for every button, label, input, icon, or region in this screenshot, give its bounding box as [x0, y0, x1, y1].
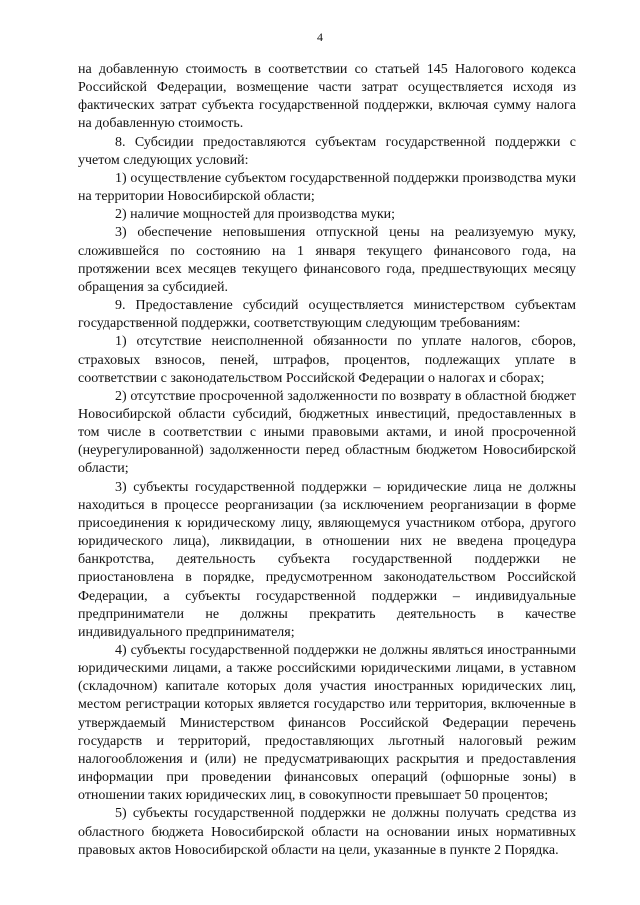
- paragraph-requirement-4: 4) субъекты государственной поддержки не должны являться иностранными юридическими лицами, а также российскими юридическими лицами, в уставном (складочном) капитале которых доля участия иностранных юридических лиц, местом регистрации которых является государство или территория, включенные в утверждаемый Министерством финансов Российской Федерации перечень государств и территорий, предоставляющих льготный налоговый режим налогообложения и (или) не предусматривающих раскрытия и предоставления информации при проведении финансовых операций (офшорные зоны) в отношении таких юридических лиц, в совокупности превышает 50 процентов;: [78, 643, 576, 804]
- paragraph-condition-3: 3) обеспечение неповышения отпускной цены на реализуемую муку, сложившейся по состоянию на 1 января текущего финансового года, на протяжении всех месяцев текущего финансового года, предшествующих месяцу обращения за субсидией.: [78, 225, 576, 295]
- paragraph-condition-2: 2) наличие мощностей для производства муки;: [115, 207, 396, 223]
- paragraph-requirement-3: 3) субъекты государственной поддержки – юридические лица не должны находиться в процессе реорганизации (за исключением реорганизации в форме присоединения к юридическому лицу, являющемуся участником отбора, другого юридического лица), ликвидации, в отношении них не введена процедура банкротства, деятельность субъекта государственной поддержки не приостановлена в порядке, предусмотренном законодательством Российской Федерации, а субъекты государственной поддержки – индивидуальные предприниматели не должны прекратить деятельность в качестве индивидуального предпринимателя;: [78, 479, 576, 640]
- paragraph-item-8: 8. Субсидии предоставляются субъектам государственной поддержки с учетом следующих условий:: [78, 134, 576, 168]
- page-number: 4: [317, 30, 323, 44]
- paragraph-requirement-1: 1) отсутствие неисполненной обязанности по уплате налогов, сборов, страховых взносов, пеней, штрафов, процентов, подлежащих уплате в соответствии с законодательством Российской Федерации о налогах и сборах;: [78, 334, 576, 386]
- paragraph-condition-1: 1) осуществление субъектом государственной поддержки производства муки на территории Новосибирской области;: [78, 170, 576, 205]
- paragraph-requirement-2: 2) отсутствие просроченной задолженности по возврату в областной бюджет Новосибирской области субсидий, бюджетных инвестиций, предоставленных в том числе в соответствии с иными правовыми актами, и иной просроченной (неурегулированной) задолженности перед областным бюджетом Новосибирской области;: [78, 388, 576, 477]
- paragraph-item-9: 9. Предоставление субсидий осуществляется министерством субъектам государственной поддержки, соответствующим следующим требованиям:: [78, 298, 576, 332]
- paragraph-requirement-5: 5) субъекты государственной поддержки не должны получать средства из областного бюджета Новосибирской области на основании иных нормативных правовых актов Новосибирской области на цели, указанные в пункте 2 Порядка.: [78, 806, 576, 858]
- document-body: [78, 61, 576, 860]
- paragraph-continuation: на добавленную стоимость в соответствии со статьей 145 Налогового кодекса Российской Федерации, возмещение части затрат осуществляется исходя из фактических затрат субъекта государственной поддержки, включая сумму налога на добавленную стоимость.: [78, 62, 576, 132]
